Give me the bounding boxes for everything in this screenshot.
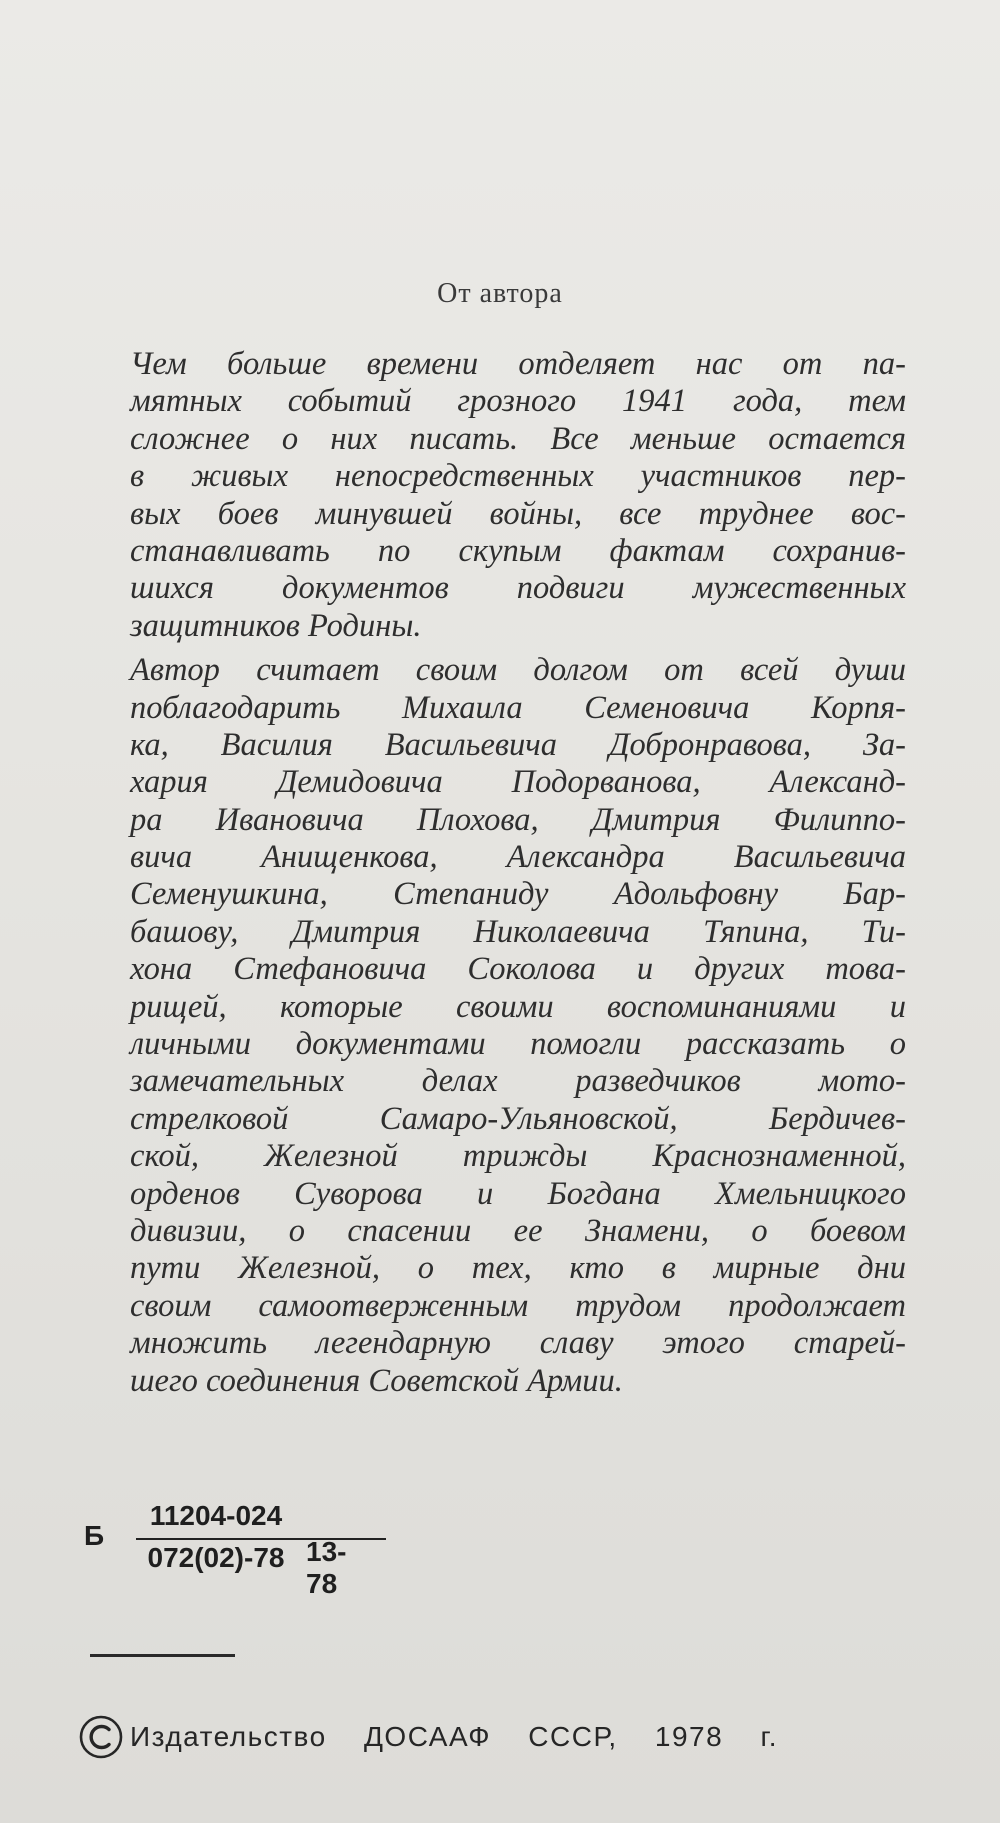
fraction-bar [136, 1538, 386, 1540]
text-line: стрелковой Самаро-Ульяновской, Бердичев- [130, 1100, 906, 1137]
biblio-denominator: 072(02)-78 [147, 1542, 285, 1573]
biblio-code: 13-78 [306, 1536, 347, 1599]
text-line: пути Железной, о тех, кто в мирные дни [130, 1250, 906, 1287]
text-line: своим самоотверженным трудом продолжает [130, 1287, 906, 1324]
text-line: мятных событий грозного 1941 года, тем [130, 383, 906, 420]
text-line: хария Демидовича Подорванова, Александ- [130, 764, 906, 801]
text-line: рищей, которые своими воспоминаниями и [130, 988, 906, 1025]
biblio-numerator: 11204-024 [149, 1500, 283, 1531]
text-line: Автор считает своим долгом от всей души [130, 652, 906, 689]
text-line: сложнее о них писать. Все меньше остается [130, 420, 906, 457]
text-line: вича Анищенкова, Александра Васильевича [130, 839, 906, 876]
text-line: ра Ивановича Плохова, Дмитрия Филиппо- [130, 801, 906, 838]
body-text [130, 346, 906, 1400]
text-line: дивизии, о спасении ее Знамени, о боевом [130, 1212, 906, 1249]
text-line: шего соединения Советской Армии. [130, 1362, 623, 1399]
text-line: множить легендарную славу этого старей- [130, 1325, 906, 1362]
text-line: Семенушкина, Степаниду Адольфовну Бар- [130, 876, 906, 913]
text-line: башову, Дмитрия Николаевича Тяпина, Ти- [130, 913, 906, 950]
biblio-letter: Б [84, 1520, 105, 1551]
text-line: вых боев минувшей войны, все труднее вос- [130, 495, 906, 532]
text-line: личными документами помогли рассказать о [130, 1026, 906, 1063]
publisher-text: Издательство ДОСААФ СССР, 1978 г. [130, 1721, 779, 1752]
divider-rule [90, 1654, 235, 1657]
text-line: шихся документов подвиги мужественных [130, 570, 906, 607]
copyright-icon [78, 1714, 124, 1760]
text-line: замечательных делах разведчиков мото- [130, 1063, 906, 1100]
page-heading: От автора [437, 278, 563, 309]
text-line: защитников Родины. [130, 607, 422, 644]
text-line: хона Стефановича Соколова и других това- [130, 951, 906, 988]
text-line: поблагодарить Михаила Семеновича Корпя- [130, 689, 906, 726]
text-line: орденов Суворова и Богдана Хмельницкого [130, 1175, 906, 1212]
text-line: в живых непосредственных участников пер- [130, 458, 906, 495]
text-line: станавливать по скупым фактам сохранив- [130, 532, 906, 569]
paragraph-2 [130, 652, 906, 1400]
paragraph-1 [130, 346, 906, 645]
text-line: ка, Василия Васильевича Добронравова, За- [130, 726, 906, 763]
text-line: ской, Железной трижды Краснознаменной, [130, 1138, 906, 1175]
text-line: Чем больше времени отделяет нас от па- [130, 346, 906, 382]
copyright-line [78, 1712, 778, 1762]
